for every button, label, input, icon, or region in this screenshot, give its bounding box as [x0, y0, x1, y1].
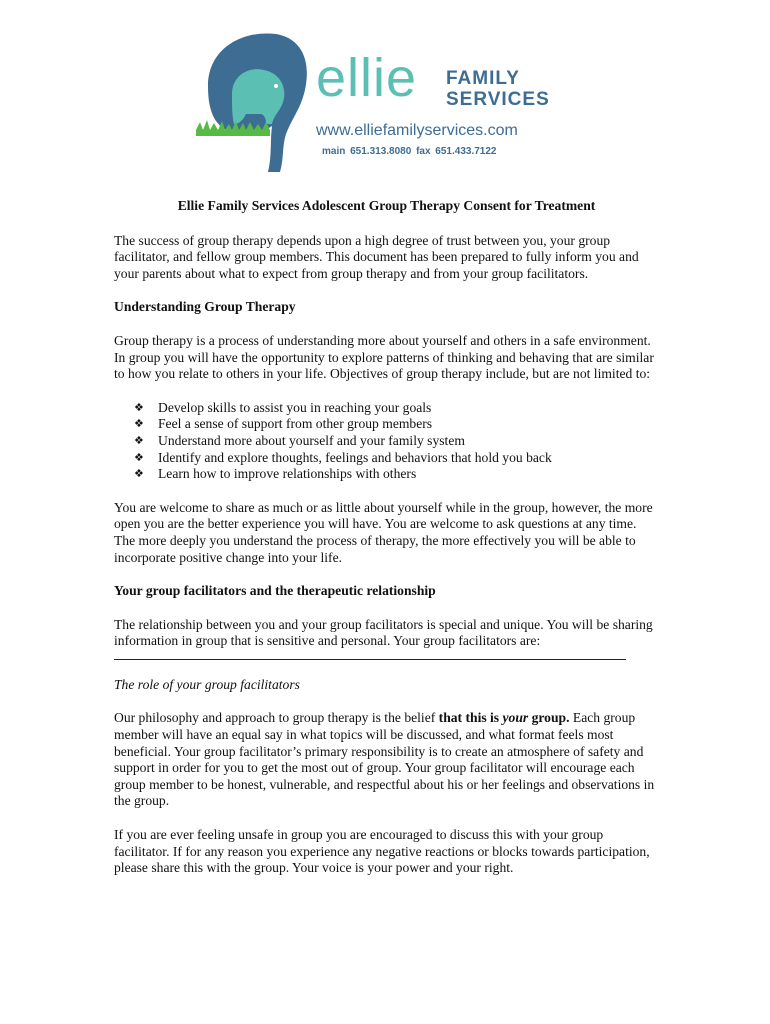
list-item [134, 466, 659, 483]
emphasis-group: group. [528, 710, 570, 726]
facilitator-names-blank-line [114, 658, 626, 660]
website-link[interactable]: www.elliefamilyservices.com [316, 122, 518, 139]
philosophy-paragraph [114, 710, 659, 810]
section-heading-role: The role of your group facilitators [114, 676, 300, 692]
list-item-text: Develop skills to assist you in reaching your goals [158, 399, 432, 415]
brand-name: ellie [316, 48, 418, 108]
brand-subtitle-line-2: SERVICES [446, 89, 550, 110]
list-item-text: Learn how to improve relationships with others [158, 466, 417, 482]
list-item [134, 450, 659, 467]
sharing-paragraph: You are welcome to share as much or as little about yourself while in the group, however, the more open you are the better experience you will have. You are welcome to ask questions at any time. The more deeply you understand the process of therapy, the more effectively you will be able to incorporate positive change into your life. [114, 499, 653, 565]
phone-fax-line: main 651.313.8080 fax 651.433.7122 [322, 146, 497, 157]
facilitators-text: The relationship between you and your group facilitators is special and unique. You will be sharing information in group that is sensitive and personal. Your group facilitators are: [114, 616, 653, 649]
philosophy-text-start: Our philosophy and approach to group therapy is the belief [114, 710, 439, 726]
section-heading-facilitators: Your group facilitators and the therapeutic relationship [114, 583, 436, 599]
emphasis-your: your [502, 710, 529, 726]
diamond-bullet-icon: ❖ [134, 467, 144, 481]
philosophy-text-rest: Each group member will have an equal say in what topics will be discussed, and what format feels most beneficial. Your group facilitator’s primary responsibility is to create an atmosphere of safety and support in order for you to get the most out of group. Your group facilitator will encourage each group member to be honest, vulnerable, and respectful about his or her feelings and observations in the group. [114, 710, 655, 809]
brand-subtitle-line-1: FAMILY [446, 68, 520, 89]
document-title: Ellie Family Services Adolescent Group Therapy Consent for Treatment [177, 198, 596, 213]
list-item-text: Feel a sense of support from other group members [158, 416, 433, 432]
list-item [134, 433, 659, 450]
diamond-bullet-icon: ❖ [134, 450, 144, 464]
elephant-logo-icon [188, 26, 313, 176]
document-body [114, 198, 659, 894]
intro-paragraph: The success of group therapy depends upon a high degree of trust between you, your group facilitator, and fellow group members. This document has been prepared to fully inform you and your parents about what to expect from group therapy and from your group facilitators. [114, 232, 639, 281]
list-item-text: Understand more about yourself and your family system [158, 432, 465, 448]
unsafe-paragraph: If you are ever feeling unsafe in group you are encouraged to discuss this with your group facilitator. If for any reason you experience any negative reactions or blocks towards participation, please share this with the group. Your voice is your power and your right. [114, 827, 650, 876]
objectives-list [134, 400, 659, 483]
brand-subtitle [446, 68, 550, 110]
list-item [134, 400, 659, 417]
section-heading-understanding: Understanding Group Therapy [114, 299, 296, 315]
philosophy-emphasis [439, 710, 570, 725]
list-item-text: Identify and explore thoughts, feelings and behaviors that hold you back [158, 449, 552, 465]
diamond-bullet-icon: ❖ [134, 400, 144, 414]
diamond-bullet-icon: ❖ [134, 433, 144, 447]
emphasis-text: that this is [438, 710, 503, 726]
list-item [134, 416, 659, 433]
facilitators-paragraph [114, 617, 659, 660]
understanding-paragraph: Group therapy is a process of understanding more about yourself and others in a safe environment. In group you will have the opportunity to explore patterns of thinking and behaving that are similar to how you relate to others in your life. Objectives of group therapy include, but are not limited to: [114, 332, 654, 382]
diamond-bullet-icon: ❖ [134, 417, 144, 431]
ellie-logo [188, 26, 568, 176]
